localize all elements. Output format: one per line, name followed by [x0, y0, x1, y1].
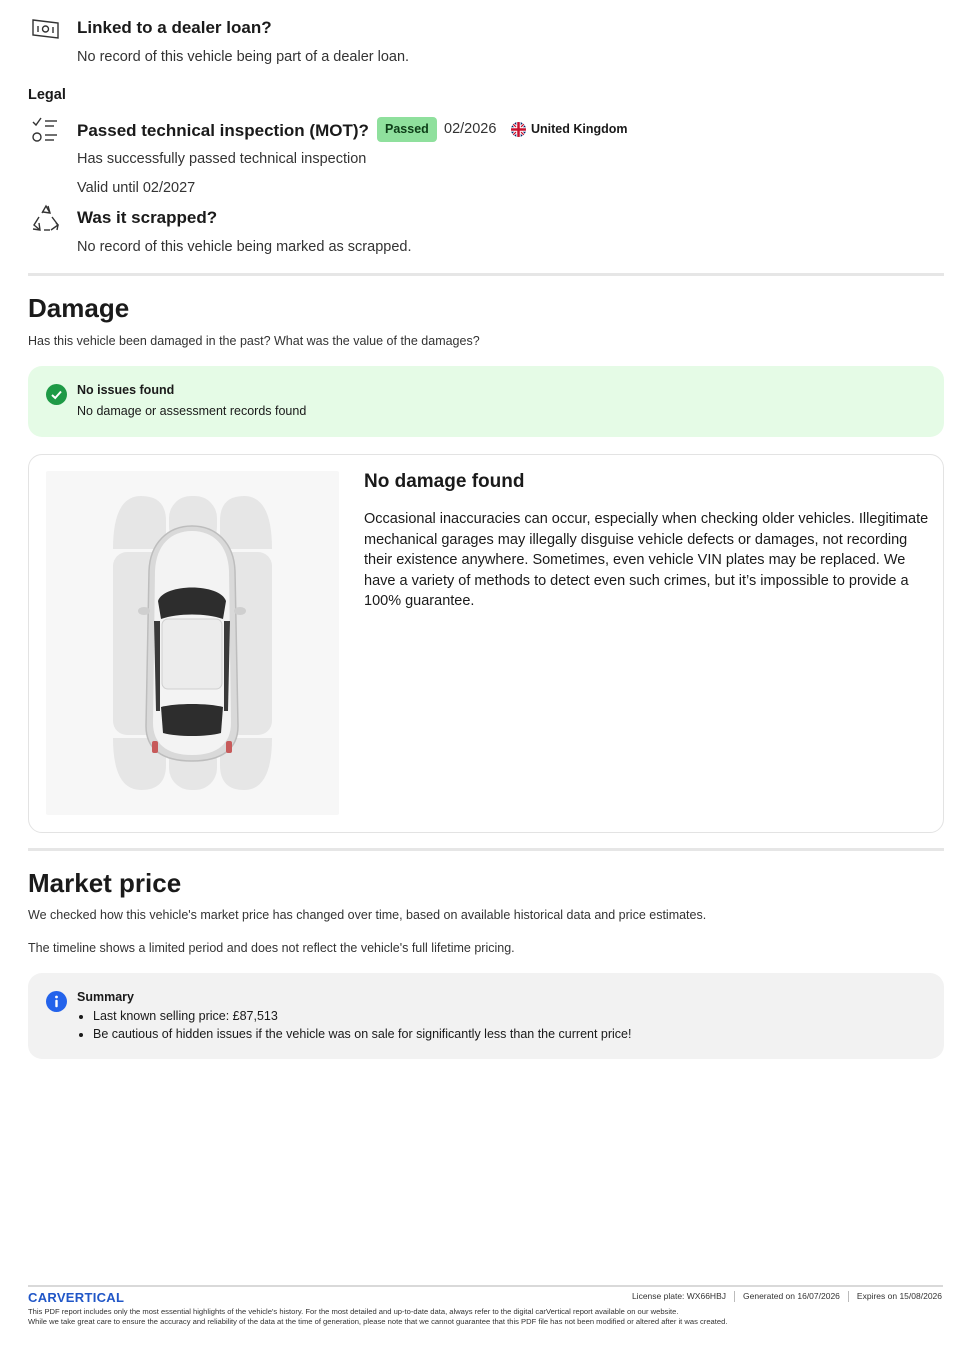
damage-status-box	[28, 366, 944, 437]
carvertical-logo: CARVERTICAL	[28, 1290, 125, 1305]
legal-section-label: Legal	[28, 87, 66, 103]
uk-flag-icon	[511, 122, 526, 137]
damage-card-text: Occasional inaccuracies can occur, especially when checking older vehicles. Illegitimate mechanical garages may illegally disguise vehicle defects or damages, not recording their existence anywhere. Sometimes, even vehicle VIN plates may be replaced. We have a variety of methods to detect even such crimes, but it’s impossible to provide a 100% guarantee.	[364, 511, 929, 609]
check-circle-icon	[46, 384, 67, 405]
section-divider	[28, 848, 944, 851]
plate-label: License plate:	[631, 1291, 685, 1301]
list-item: • Be cautious of hidden issues if the vehicle was on sale for significantly less than the current price!	[93, 1026, 631, 1044]
scrapped-title: Was it scrapped?	[77, 208, 218, 227]
banknote-icon	[30, 14, 62, 46]
damage-heading: Damage	[28, 293, 130, 323]
info-icon	[46, 991, 67, 1012]
generated-label: Generated on	[743, 1291, 795, 1301]
separator	[734, 1291, 735, 1302]
footer-divider	[28, 1285, 943, 1287]
damage-card	[28, 454, 944, 833]
generated-value: 16/07/2026	[797, 1291, 840, 1301]
market-line-2: The timeline shows a limited period and does not reflect the vehicle's full lifetime pricing.	[28, 941, 515, 955]
expires-value: 15/08/2026	[899, 1291, 942, 1301]
damage-status-text: No damage or assessment records found	[77, 404, 307, 418]
damage-card-title: No damage found	[364, 471, 525, 492]
market-heading: Market price	[28, 868, 182, 898]
expires-label: Expires on	[856, 1291, 898, 1301]
damage-subtitle: Has this vehicle been damaged in the past? What was the value of the damages?	[28, 334, 480, 348]
mot-country: United Kingdom	[531, 122, 628, 136]
damage-status-title: No issues found	[77, 383, 175, 397]
footer-meta	[632, 1291, 942, 1302]
mot-title: Passed technical inspection (MOT)?	[77, 121, 369, 140]
mot-text: Has successfully passed technical inspection	[77, 151, 367, 167]
mot-status-badge: Passed	[377, 117, 437, 142]
recycle-icon	[30, 203, 62, 235]
checklist-icon	[30, 115, 62, 147]
scrapped-text: No record of this vehicle being marked as scrapped.	[77, 239, 412, 255]
footer-note-2: While we take great care to ensure the accuracy and reliability of the data at the time of generation, please note that we cannot guarantee that this PDF file has not been modified or altered after it was created.	[28, 1317, 728, 1326]
list-item: • Last known selling price: £87,513	[93, 1008, 631, 1026]
market-line-1: We checked how this vehicle's market price has changed over time, based on available historical data and price estimates.	[28, 908, 707, 922]
car-damage-diagram	[46, 471, 339, 815]
summary-title: Summary	[77, 990, 134, 1004]
mot-valid-until: Valid until 02/2027	[77, 180, 196, 196]
separator	[848, 1291, 849, 1302]
mot-date: 02/2026	[444, 121, 497, 137]
footer-note-1: This PDF report includes only the most essential highlights of the vehicle's history. For the most detailed and up-to-date data, always refer to the digital carVertical report available on our website.	[28, 1307, 679, 1316]
market-summary-box	[28, 973, 944, 1059]
car-top-view-icon	[46, 471, 339, 815]
summary-list	[77, 1008, 631, 1043]
section-divider	[28, 273, 944, 276]
dealer-loan-title: Linked to a dealer loan?	[77, 18, 272, 37]
plate-value: WX66HBJ	[686, 1291, 726, 1301]
dealer-loan-text: No record of this vehicle being part of a dealer loan.	[77, 49, 410, 65]
